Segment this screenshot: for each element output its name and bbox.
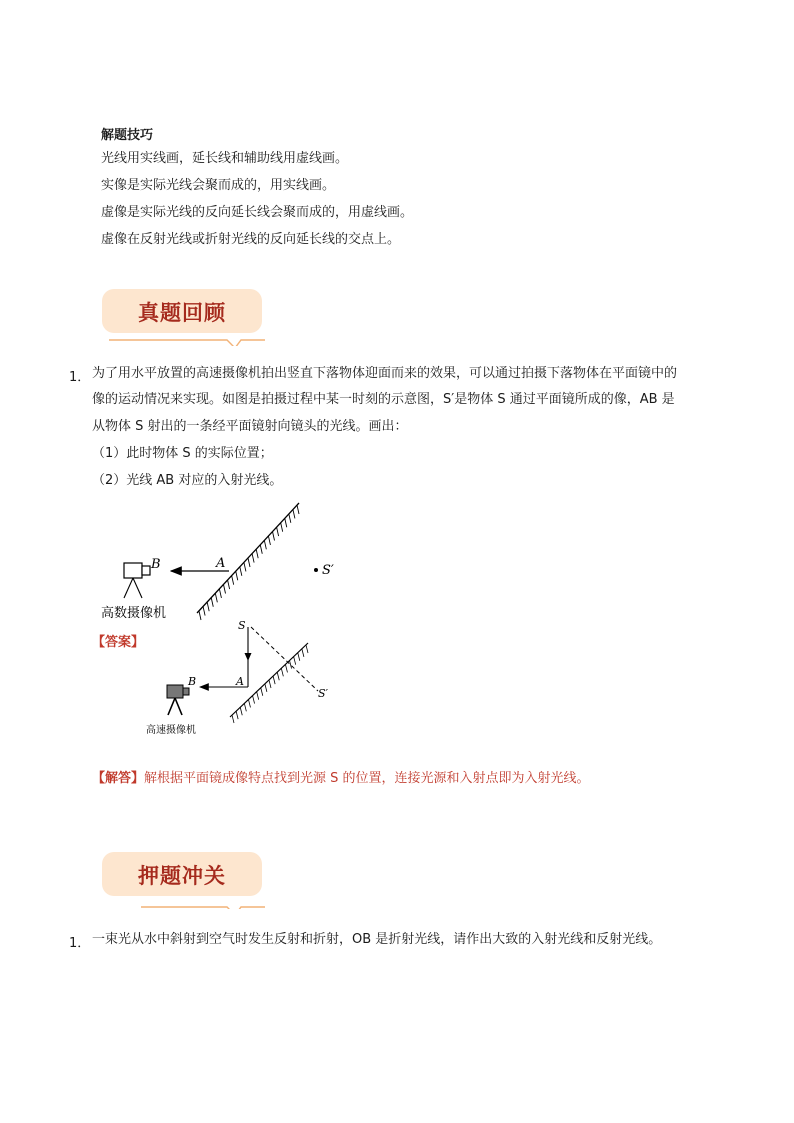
dashed-s-to-s-prime — [251, 627, 318, 691]
tip-line: 实像是实际光线会聚而成的，用实线画。 — [101, 178, 336, 193]
camera-caption: 高速摄像机 — [146, 725, 196, 736]
tips-title: 解题技巧 — [101, 128, 154, 143]
label-a: A — [236, 675, 244, 688]
question-text-line: 从物体 S 射出的一条经平面镜射向镜头的光线。画出： — [92, 419, 408, 434]
camera-icon — [167, 685, 189, 715]
analysis-tag: 【解答】 — [92, 771, 145, 786]
tip-line: 虚像是实际光线的反向延长线会聚而成的，用虚线画。 — [101, 205, 414, 220]
section-banner-practice — [101, 851, 269, 909]
incident-ray-arrow — [245, 653, 252, 661]
label-s-prime: S′ — [322, 563, 334, 578]
label-a: A — [216, 556, 226, 571]
tip-line: 光线用实线画，延长线和辅助线用虚线画。 — [101, 151, 349, 166]
label-b: B — [188, 675, 197, 688]
question-number: 1． — [69, 370, 91, 385]
question-text-line: 为了用水平放置的高速摄像机拍出竖直下落物体迎面而来的效果，可以通过拍摄下落物体在平面镜中的 — [92, 366, 678, 381]
analysis-text: 解根据平面镜成像特点找到光源 S 的位置，连接光源和入射点即为入射光线。 — [144, 771, 590, 786]
mirror-hatching — [199, 505, 299, 620]
label-b: B — [151, 557, 161, 572]
question-text-line: 一束光从水中斜射到空气时发生反射和折射，OB 是折射光线，请作出大致的入射光线和反射光线。 — [92, 932, 662, 947]
answer-tag: 【答案】 — [92, 635, 145, 650]
answer-figure — [140, 615, 350, 740]
label-s-prime: S′ — [318, 687, 329, 700]
section-banner-review — [101, 288, 269, 346]
section-title: 真题回顾 — [138, 301, 226, 325]
tip-line: 虚像在反射光线或折射光线的反向延长线的交点上。 — [101, 232, 401, 247]
label-s: S — [238, 619, 246, 632]
analysis-line — [92, 767, 590, 786]
image-point-figure — [305, 558, 355, 582]
camera-caption: 高数摄像机 — [101, 606, 167, 621]
image-point-s-prime — [314, 568, 318, 572]
section-title: 押题冲关 — [138, 864, 226, 888]
camera-icon — [124, 563, 150, 598]
question-text-line: 像的运动情况来实现。如图是拍摄过程中某一时刻的示意图，S′是物体 S 通过平面镜所成的像，AB 是 — [92, 392, 675, 407]
question-subitem: （2）光线 AB 对应的入射光线。 — [92, 473, 283, 488]
question-number: 1． — [69, 936, 91, 951]
question-subitem: （1）此时物体 S 的实际位置； — [92, 446, 273, 461]
